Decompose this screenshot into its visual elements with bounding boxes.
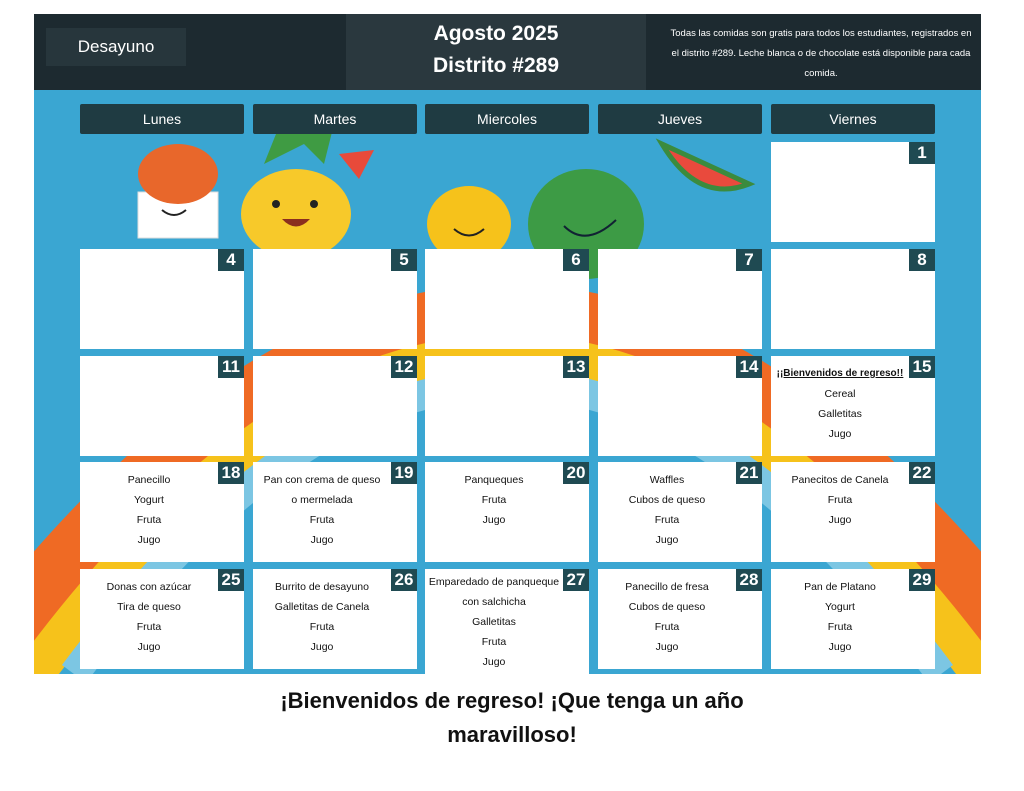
menu-item: Fruta — [654, 621, 680, 633]
menu-item: Cubos de queso — [628, 494, 706, 506]
day-cell — [425, 356, 589, 456]
menu-item: Jugo — [655, 641, 679, 653]
menu-item: Fruta — [481, 636, 507, 648]
menu-item: Galletitas — [818, 408, 862, 420]
district-title: Distrito #289 — [432, 54, 560, 77]
menu-item: Pan con crema de queso — [263, 474, 381, 486]
menu-item: Fruta — [136, 621, 162, 633]
menu-item: Jugo — [828, 514, 852, 526]
day-cell — [80, 462, 244, 562]
menu-item: Panqueques — [464, 474, 524, 486]
note-line: el distrito #289. Leche blanca o de chocolate está disponible para cada — [671, 48, 971, 59]
menu-item: Galletitas de Canela — [274, 601, 370, 613]
menu-item: Jugo — [310, 534, 334, 546]
note-line: comida. — [804, 68, 838, 79]
day-cell — [771, 569, 935, 669]
day-header-thursday: Jueves — [598, 104, 762, 134]
day-number: 5 — [391, 249, 417, 271]
menu-item: ¡¡Bienvenidos de regreso!! — [776, 368, 904, 379]
day-cell — [598, 569, 762, 669]
menu-item: Jugo — [137, 534, 161, 546]
day-number: 27 — [563, 569, 589, 591]
day-header-tuesday: Martes — [253, 104, 417, 134]
menu-item: Cereal — [824, 388, 856, 400]
menu-item: Fruta — [309, 621, 335, 633]
menu-item: Donas con azúcar — [106, 581, 192, 593]
meal-label: Desayuno — [46, 28, 186, 66]
day-number: 12 — [391, 356, 417, 378]
day-cell — [253, 569, 417, 669]
menu-item: Fruta — [136, 514, 162, 526]
day-cell — [80, 249, 244, 349]
day-cell — [771, 249, 935, 349]
day-number: 29 — [909, 569, 935, 591]
menu-item: Jugo — [310, 641, 334, 653]
menu-item: o mermelada — [291, 494, 353, 506]
menu-items — [80, 470, 218, 550]
menu-items — [425, 572, 563, 672]
day-cell — [253, 462, 417, 562]
day-number: 6 — [563, 249, 589, 271]
footer-line: ¡Bienvenidos de regreso! ¡Que tenga un año — [280, 688, 744, 713]
calendar-sheet — [34, 14, 981, 674]
note-line: Todas las comidas son gratis para todos los estudiantes, registrados en — [670, 28, 972, 39]
menu-items — [598, 577, 736, 657]
day-cell — [425, 249, 589, 349]
footer-line: maravilloso! — [447, 722, 577, 747]
day-number: 14 — [736, 356, 762, 378]
menu-item: Fruta — [481, 494, 507, 506]
menu-item: Emparedado de panqueque — [428, 576, 560, 588]
menu-item: Jugo — [482, 656, 506, 668]
day-number: 4 — [218, 249, 244, 271]
menu-items — [80, 577, 218, 657]
menu-item: Fruta — [827, 494, 853, 506]
menu-item: Jugo — [655, 534, 679, 546]
menu-items — [425, 470, 563, 530]
menu-items — [771, 577, 909, 657]
day-number: 11 — [218, 356, 244, 378]
menu-item: con salchicha — [462, 596, 526, 608]
menu-items — [253, 470, 391, 550]
day-cell — [598, 249, 762, 349]
day-cell — [80, 356, 244, 456]
day-cell — [253, 249, 417, 349]
meal-note — [666, 24, 976, 84]
day-header-monday: Lunes — [80, 104, 244, 134]
day-cell — [425, 462, 589, 562]
day-cell — [598, 356, 762, 456]
day-number: 8 — [909, 249, 935, 271]
day-number: 22 — [909, 462, 935, 484]
menu-item: Tira de queso — [117, 601, 181, 613]
day-cell — [598, 462, 762, 562]
day-header-friday: Viernes — [771, 104, 935, 134]
menu-item: Jugo — [482, 514, 506, 526]
day-number: 21 — [736, 462, 762, 484]
menu-item: Jugo — [137, 641, 161, 653]
day-number: 18 — [218, 462, 244, 484]
title-block — [346, 14, 646, 90]
day-number: 1 — [909, 142, 935, 164]
menu-item: Cubos de queso — [628, 601, 706, 613]
day-number: 13 — [563, 356, 589, 378]
day-number: 28 — [736, 569, 762, 591]
day-number: 26 — [391, 569, 417, 591]
menu-items — [771, 364, 909, 444]
day-number: 15 — [909, 356, 935, 378]
menu-item: Fruta — [827, 621, 853, 633]
day-number: 25 — [218, 569, 244, 591]
day-cell — [425, 569, 589, 674]
day-cell — [771, 356, 935, 456]
menu-item: Jugo — [828, 641, 852, 653]
menu-item: Panecillo de fresa — [625, 581, 709, 593]
day-cell — [253, 356, 417, 456]
month-title: Agosto 2025 — [433, 22, 559, 45]
day-cell — [771, 462, 935, 562]
day-number: 19 — [391, 462, 417, 484]
day-number: 20 — [563, 462, 589, 484]
menu-items — [771, 470, 909, 530]
menu-item: Jugo — [828, 428, 852, 440]
menu-items — [253, 577, 391, 657]
menu-item: Fruta — [654, 514, 680, 526]
menu-item: Yogurt — [825, 601, 855, 613]
menu-items — [598, 470, 736, 550]
menu-item: Burrito de desayuno — [275, 581, 369, 593]
day-cell — [771, 142, 935, 242]
day-header-wednesday: Miercoles — [425, 104, 589, 134]
menu-item: Fruta — [309, 514, 335, 526]
menu-item: Waffles — [649, 474, 685, 486]
menu-item: Panecillo — [127, 474, 171, 486]
cupcake-character-icon — [138, 144, 218, 238]
menu-item: Pan de Platano — [804, 581, 876, 593]
menu-item: Yogurt — [134, 494, 164, 506]
day-number: 7 — [736, 249, 762, 271]
menu-item: Panecitos de Canela — [791, 474, 889, 486]
menu-item: Galletitas — [472, 616, 516, 628]
day-cell — [80, 569, 244, 669]
